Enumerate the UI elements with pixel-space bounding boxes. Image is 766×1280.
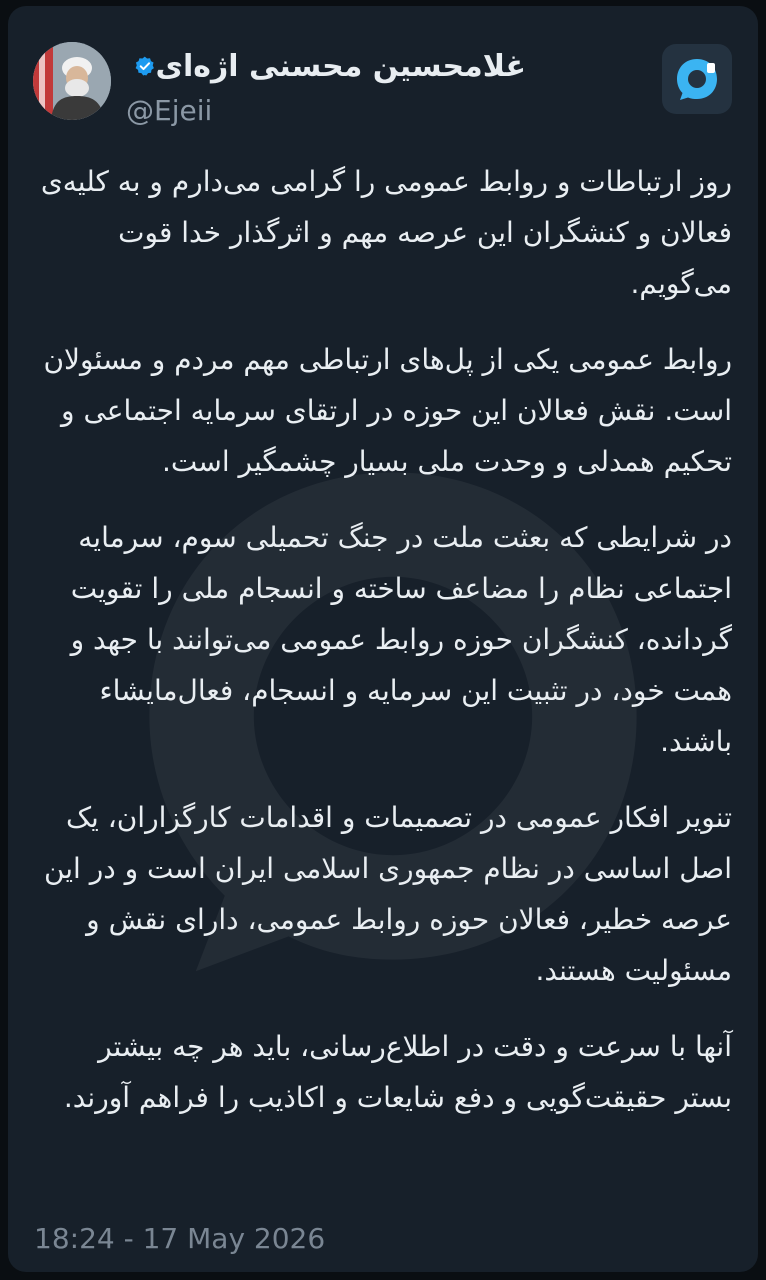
avatar[interactable] bbox=[33, 42, 111, 120]
tweet-body bbox=[34, 156, 732, 1148]
author-display-name[interactable]: غلامحسین محسنی اژه‌ای bbox=[155, 48, 526, 84]
tweet-timestamp[interactable]: 18:24 - 17 May 2026 bbox=[34, 1222, 326, 1255]
tweet-paragraph: آنها با سرعت و دقت در اطلاع‌رسانی، باید هر چه بیشتر بستر حقیقت‌گویی و دفع شایعات و اکاذیب را فراهم آورند. bbox=[63, 1030, 732, 1114]
tweet-card bbox=[8, 6, 758, 1272]
tweet-paragraph: روز ارتباطات و روابط عمومی را گرامی می‌دارم و به کلیه‌ی فعالان و کنشگران این عرصه مهم و اثرگذار خدا قوت می‌گویم. bbox=[40, 165, 732, 300]
author-name-row bbox=[126, 44, 526, 88]
tweet-header bbox=[8, 36, 758, 136]
verified-badge-icon bbox=[134, 51, 156, 81]
author-info bbox=[126, 44, 526, 127]
tweet-paragraph: در شرایطی که بعثت ملت در جنگ تحمیلی سوم، سرمایه اجتماعی نظام را مضاعف ساخته و انسجام ملی را تقویت گردانده، کنشگران حوزه روابط عمومی می‌توانند با جهد و همت خود، در تثبیت این سرمایه و انسجام، فعال‌مایشاء باشند. bbox=[70, 521, 732, 758]
tweet-paragraph: روابط عمومی یکی از پل‌های ارتباطی مهم مردم و مسئولان است. نقش فعالان این حوزه در ارتقای سرمایه اجتماعی و تحکیم همدلی و وحدت ملی بسیار چشمگیر است. bbox=[43, 343, 732, 478]
author-handle[interactable]: @Ejeii bbox=[126, 94, 213, 127]
tweet-paragraph: تنویر افکار عمومی در تصمیمات و اقدامات کارگزاران، یک اصل اساسی در نظام جمهوری اسلامی ایران است و در این عرصه خطیر، فعالان حوزه روابط عمومی، دارای نقش و مسئولیت هستند. bbox=[43, 801, 732, 987]
messenger-app-logo-icon bbox=[662, 44, 732, 114]
